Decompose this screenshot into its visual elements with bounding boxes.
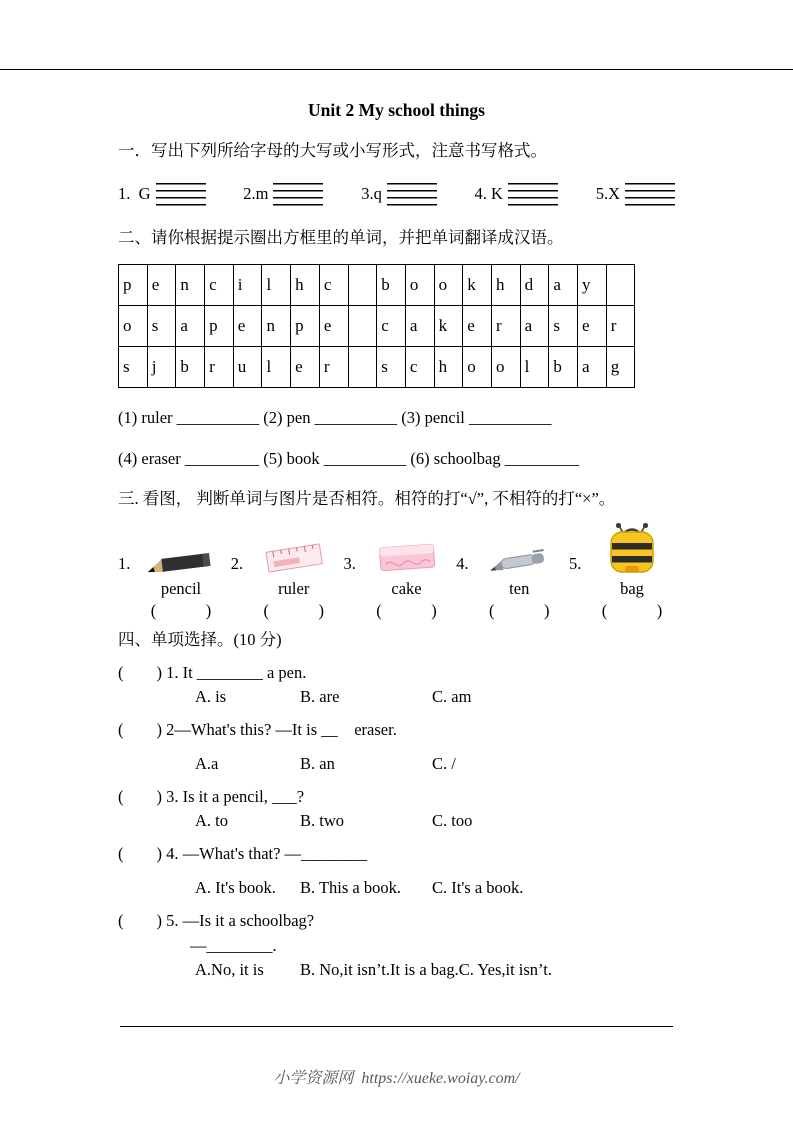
picture-item <box>231 518 337 622</box>
option-c: C. It's a book. <box>432 878 524 897</box>
grid-cell: i <box>233 265 262 306</box>
writing-guide-lines <box>273 183 323 206</box>
grid-cell: c <box>405 347 434 388</box>
grid-row <box>119 265 635 306</box>
choice-question <box>118 786 675 832</box>
grid-cell: p <box>291 306 320 347</box>
section3-heading: 三. 看图， 判断单词与图片是否相符。相符的打“√”, 不相符的打“×”。 <box>118 489 616 508</box>
choice-questions <box>118 662 675 981</box>
grid-cell: s <box>377 347 406 388</box>
worksheet-content <box>0 98 793 981</box>
grid-cell: c <box>205 265 234 306</box>
grid-cell: l <box>520 347 549 388</box>
grid-cell: e <box>319 306 348 347</box>
section1-heading: 一．写出下列所给字母的大写或小写形式，注意书写格式。 <box>118 141 547 160</box>
grid-cell: a <box>549 265 578 306</box>
question-options <box>118 686 675 708</box>
question-text: ( ) 5. —Is it a schoolbag? <box>118 911 315 930</box>
pen-icon <box>476 518 562 576</box>
picture-item <box>344 518 450 622</box>
grid-cell: e <box>147 265 176 306</box>
grid-cell: o <box>491 347 520 388</box>
answer-parens: ( ) <box>263 601 324 620</box>
grid-cell: g <box>606 347 635 388</box>
writing-guide-lines <box>387 183 437 206</box>
option-a: A.No, it is <box>195 960 264 979</box>
section2-heading: 二、请你根据提示圈出方框里的单词，并把单词翻译成汉语。 <box>118 228 564 247</box>
question-text: ( ) 4. —What's that? —________ <box>118 844 368 863</box>
picture-item <box>118 518 224 622</box>
option-b: B. are <box>300 687 340 706</box>
letter-item <box>361 183 437 206</box>
item-number: 5. <box>569 554 582 573</box>
option-a: A. It's book. <box>195 878 276 897</box>
writing-guide-lines <box>625 183 675 206</box>
grid-cell: a <box>405 306 434 347</box>
grid-cell: j <box>147 347 176 388</box>
grid-cell: e <box>578 306 607 347</box>
top-divider <box>0 69 793 70</box>
option-b: B. This a book. <box>300 878 401 897</box>
letter-label: 2.m <box>243 184 269 203</box>
grid-row <box>119 306 635 347</box>
letter-item <box>475 183 558 206</box>
question-text: ( ) 1. It ________ a pen. <box>118 663 307 682</box>
grid-cell: a <box>520 306 549 347</box>
item-number: 3. <box>343 554 356 573</box>
grid-cell: c <box>319 265 348 306</box>
picture-item <box>456 518 562 622</box>
choice-question <box>118 662 675 708</box>
grid-cell: b <box>549 347 578 388</box>
grid-cell <box>606 265 635 306</box>
item-number: 2. <box>230 554 244 573</box>
item-word: cake <box>391 579 422 598</box>
grid-cell: s <box>549 306 578 347</box>
grid-cell: e <box>463 306 492 347</box>
option-a: A. is <box>195 687 227 706</box>
option-c: C. am <box>432 687 472 706</box>
footer-divider <box>120 1026 673 1027</box>
grid-cell: r <box>205 347 234 388</box>
grid-cell: b <box>377 265 406 306</box>
letter-item <box>118 183 206 206</box>
picture-judge-row <box>118 518 675 622</box>
grid-cell: u <box>233 347 262 388</box>
grid-cell: l <box>262 347 291 388</box>
grid-cell: s <box>119 347 148 388</box>
letter-item <box>243 183 323 206</box>
item-word: bag <box>620 579 644 598</box>
grid-cell: o <box>463 347 492 388</box>
grid-cell: o <box>434 265 463 306</box>
grid-cell: h <box>434 347 463 388</box>
grid-cell: r <box>606 306 635 347</box>
letter-practice-row <box>118 179 675 209</box>
picture-item <box>569 518 675 622</box>
answer-parens: ( ) <box>489 601 550 620</box>
grid-cell: o <box>405 265 434 306</box>
grid-cell: s <box>147 306 176 347</box>
item-number: 1. <box>118 554 131 573</box>
item-word: pencil <box>160 579 202 598</box>
question-options <box>118 753 675 775</box>
grid-cell: k <box>463 265 492 306</box>
question-text: ( ) 2—What's this? —It is __ eraser. <box>118 720 397 739</box>
option-c: C. Yes,it isn’t. <box>458 960 552 979</box>
letter-label: 5.X <box>595 184 620 203</box>
grid-cell: h <box>291 265 320 306</box>
grid-cell: a <box>176 306 205 347</box>
grid-cell: o <box>119 306 148 347</box>
option-b: B. two <box>300 811 345 830</box>
letter-label: 4. K <box>474 184 503 203</box>
pencil-icon <box>138 518 224 576</box>
footer-site-name: 小学资源网 <box>273 1070 354 1087</box>
option-a: A. to <box>195 811 228 830</box>
grid-cell: e <box>291 347 320 388</box>
grid-cell: h <box>491 265 520 306</box>
option-a: A.a <box>195 754 219 773</box>
grid-cell: n <box>262 306 291 347</box>
writing-guide-lines <box>508 183 558 206</box>
letter-item <box>596 183 675 206</box>
item-word: ten <box>509 579 530 598</box>
option-b: B. No,it isn’t.It is a bag. <box>300 960 459 979</box>
choice-question <box>118 910 675 981</box>
question-options <box>118 877 675 899</box>
letter-label: 3.q <box>361 184 382 203</box>
grid-cell <box>348 265 377 306</box>
writing-guide-lines <box>156 183 206 206</box>
option-c: C. / <box>432 754 456 773</box>
grid-cell: l <box>262 265 291 306</box>
question-answer-line: —________. <box>190 936 277 955</box>
grid-cell: b <box>176 347 205 388</box>
ruler-icon <box>251 518 337 576</box>
answer-parens: ( ) <box>601 601 663 620</box>
translate-line-2: (4) eraser _________ (5) book __________ (6) schoolbag _________ <box>118 449 580 468</box>
grid-cell: y <box>578 265 607 306</box>
item-word: ruler <box>278 579 310 598</box>
grid-cell: k <box>434 306 463 347</box>
grid-cell: n <box>176 265 205 306</box>
letter-label: 1. G <box>118 184 151 203</box>
grid-cell: r <box>319 347 348 388</box>
schoolbag-icon <box>589 518 675 576</box>
choice-question <box>118 719 675 775</box>
grid-cell: p <box>119 265 148 306</box>
grid-cell: a <box>578 347 607 388</box>
answer-parens: ( ) <box>150 601 212 620</box>
question-options <box>118 810 675 832</box>
grid-cell: d <box>520 265 549 306</box>
option-b: B. an <box>300 754 335 773</box>
option-c: C. too <box>432 811 473 830</box>
grid-cell: p <box>205 306 234 347</box>
choice-question <box>118 843 675 899</box>
translate-line-1: (1) ruler __________ (2) pen __________ (3) pencil __________ <box>118 408 552 427</box>
grid-row <box>119 347 635 388</box>
word-search-grid-body <box>119 265 635 388</box>
footer-site-url[interactable]: https://xueke.woiay.com/ <box>361 1070 520 1087</box>
item-number: 4. <box>456 554 469 573</box>
grid-cell: c <box>377 306 406 347</box>
word-search-grid <box>118 264 635 388</box>
eraser-icon <box>364 518 450 576</box>
grid-cell: e <box>233 306 262 347</box>
question-text: ( ) 3. Is it a pencil, ___? <box>118 787 305 806</box>
question-options <box>118 959 675 981</box>
worksheet-title: Unit 2 My school things <box>308 100 485 120</box>
grid-cell <box>348 347 377 388</box>
answer-parens: ( ) <box>376 601 437 620</box>
section4-heading: 四、单项选择。(10 分) <box>118 630 282 649</box>
footer <box>0 1065 793 1088</box>
grid-cell <box>348 306 377 347</box>
grid-cell: r <box>491 306 520 347</box>
